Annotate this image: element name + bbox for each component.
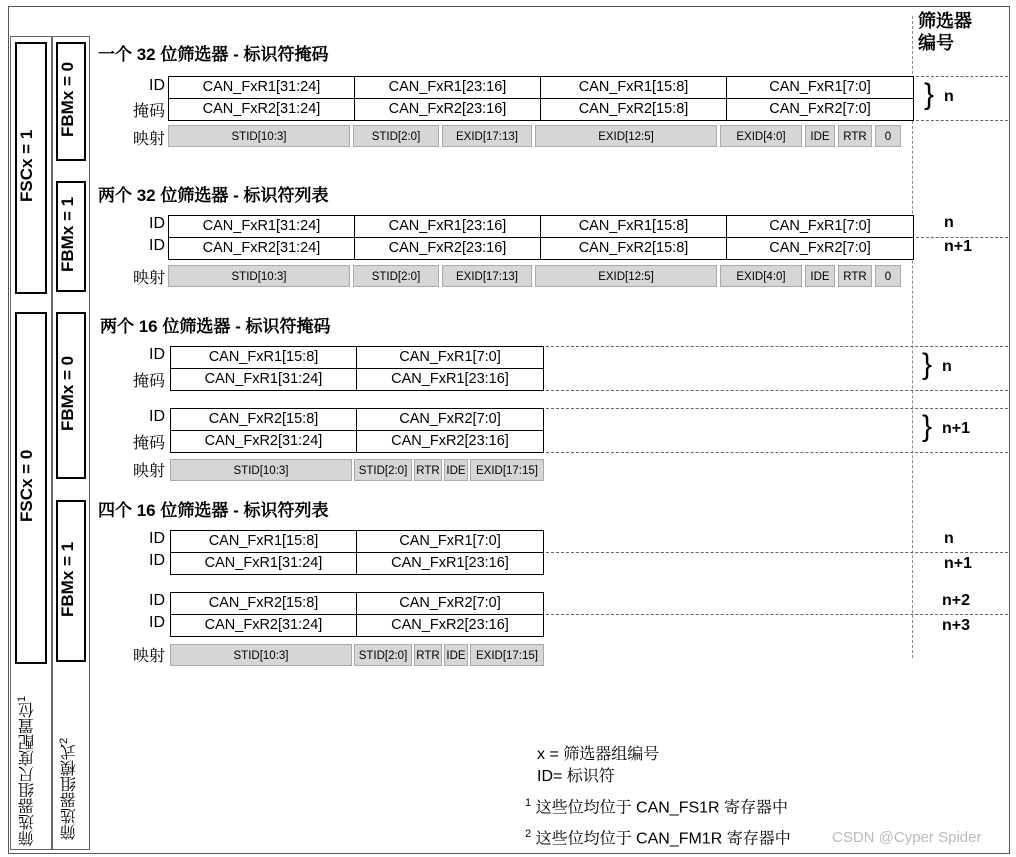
s3-brace-b: } bbox=[922, 410, 933, 443]
s1-map-label: 映射 bbox=[132, 131, 165, 148]
map-cell: EXID[17:13] bbox=[442, 265, 532, 287]
s2-filter-n: n bbox=[944, 214, 954, 231]
map-cell: EXID[4:0] bbox=[720, 265, 802, 287]
s3-mask1-label: 掩码 bbox=[132, 373, 165, 390]
map-cell: EXID[17:13] bbox=[442, 125, 532, 147]
s4-dash-2 bbox=[546, 614, 1008, 615]
reg-cell: CAN_FxR2[15:8] bbox=[171, 593, 357, 614]
map-cell: STID[10:3] bbox=[168, 265, 350, 287]
s3-filter-n1: n+1 bbox=[942, 420, 971, 437]
reg-cell: CAN_FxR1[15:8] bbox=[541, 77, 727, 98]
s4-dash-1 bbox=[546, 552, 1008, 553]
reg-cell: CAN_FxR1[31:24] bbox=[169, 77, 355, 98]
map-cell: RTR bbox=[414, 644, 442, 666]
reg-cell: CAN_FxR1[7:0] bbox=[399, 533, 501, 549]
fsc1-label: FSCx = 1 bbox=[17, 129, 36, 203]
s1-id-label: ID bbox=[149, 77, 165, 94]
s1-reg-row1 bbox=[168, 76, 914, 99]
s2-reg-row1 bbox=[168, 215, 914, 238]
fbm1-label-b: FBMx = 1 bbox=[58, 541, 77, 617]
legend-note2-text: 这些位均位于 CAN_FM1R 寄存器中 bbox=[535, 830, 791, 848]
reg-cell: CAN_FxR1[15:8] bbox=[171, 531, 357, 552]
s4-filter-n2: n+2 bbox=[942, 592, 971, 609]
legend-note2-num: 2 bbox=[525, 828, 532, 841]
mode-label bbox=[58, 700, 81, 840]
reg-cell: CAN_FxR1[15:8] bbox=[541, 216, 727, 237]
s3-filter-n: n bbox=[942, 358, 952, 375]
s1-mapping bbox=[168, 125, 901, 147]
s1-filter-n: n bbox=[944, 88, 954, 105]
reg-cell: CAN_FxR1[23:16] bbox=[355, 216, 541, 237]
section2-title: 两个 32 位筛选器 - 标识符列表 bbox=[98, 186, 329, 205]
s2-id1-label: ID bbox=[149, 215, 165, 232]
s4-filter-n3: n+3 bbox=[942, 617, 971, 634]
reg-cell: CAN_FxR1[7:0] bbox=[769, 218, 871, 234]
reg-cell: CAN_FxR2[31:24] bbox=[169, 99, 355, 120]
s3-dash-b-bot bbox=[546, 452, 1008, 453]
s3-brace-a: } bbox=[922, 348, 933, 381]
map-cell: RTR bbox=[838, 265, 872, 287]
map-cell: IDE bbox=[444, 644, 468, 666]
map-cell: STID[2:0] bbox=[354, 459, 412, 481]
reg-cell: CAN_FxR1[31:24] bbox=[171, 553, 357, 574]
s4-reg-d bbox=[170, 614, 544, 637]
legend-note1-text: 这些位均位于 CAN_FS1R 寄存器中 bbox=[535, 799, 789, 817]
s2-map-label: 映射 bbox=[132, 270, 165, 287]
s4-map-label: 映射 bbox=[132, 648, 165, 665]
fbm0-label-a: FBMx = 0 bbox=[58, 61, 77, 138]
scale-config-text: 筛选器组尺度配置位 bbox=[19, 702, 37, 846]
s1-brace: } bbox=[924, 78, 935, 111]
s4-id3-label: ID bbox=[149, 592, 165, 609]
section4-title: 四个 16 位筛选器 - 标识符列表 bbox=[98, 501, 329, 520]
s3-reg-d bbox=[170, 430, 544, 453]
legend-note1-num: 1 bbox=[525, 797, 532, 809]
legend-x: x = 筛选器组编号 bbox=[537, 746, 660, 763]
reg-cell: CAN_FxR2[7:0] bbox=[399, 595, 501, 611]
s1-reg-row2 bbox=[168, 98, 914, 121]
map-cell: STID[2:0] bbox=[353, 265, 439, 287]
reg-cell: CAN_FxR2[7:0] bbox=[769, 101, 871, 117]
map-cell: EXID[4:0] bbox=[720, 125, 802, 147]
map-cell: STID[2:0] bbox=[354, 644, 412, 666]
s4-id1-label: ID bbox=[149, 530, 165, 547]
map-cell: RTR bbox=[838, 125, 872, 147]
watermark: CSDN @Cyper Spider bbox=[832, 829, 982, 846]
mode-text: 筛选器组模式 bbox=[61, 744, 79, 840]
header-line2: 编号 bbox=[918, 33, 954, 53]
reg-cell: CAN_FxR1[7:0] bbox=[769, 79, 871, 95]
reg-cell: CAN_FxR1[23:16] bbox=[391, 555, 509, 571]
section1-title: 一个 32 位筛选器 - 标识符掩码 bbox=[98, 45, 329, 64]
map-cell: IDE bbox=[805, 125, 835, 147]
map-cell: STID[2:0] bbox=[353, 125, 439, 147]
s2-mapping bbox=[168, 265, 901, 287]
map-cell: EXID[12:5] bbox=[535, 125, 717, 147]
reg-cell: CAN_FxR1[31:24] bbox=[169, 216, 355, 237]
s3-dash-a-bot bbox=[546, 390, 1008, 391]
map-cell: IDE bbox=[444, 459, 468, 481]
s3-dash-a-top bbox=[546, 346, 1008, 347]
s2-id2-label: ID bbox=[149, 237, 165, 254]
s3-mask2-label: 掩码 bbox=[132, 435, 165, 452]
map-cell: EXID[12:5] bbox=[535, 265, 717, 287]
reg-cell: CAN_FxR2[31:24] bbox=[169, 238, 355, 259]
reg-cell: CAN_FxR2[23:16] bbox=[355, 99, 541, 120]
s4-filter-n1: n+1 bbox=[944, 555, 973, 572]
s4-mapping bbox=[170, 644, 544, 666]
s3-reg-c bbox=[170, 408, 544, 431]
reg-cell: CAN_FxR2[15:8] bbox=[171, 409, 357, 430]
s1-mask-label: 掩码 bbox=[132, 103, 165, 120]
reg-cell: CAN_FxR1[23:16] bbox=[391, 371, 509, 387]
s4-id4-label: ID bbox=[149, 614, 165, 631]
map-cell: RTR bbox=[414, 459, 442, 481]
map-cell: STID[10:3] bbox=[170, 459, 352, 481]
s4-reg-c bbox=[170, 592, 544, 615]
s3-dash-b-top bbox=[546, 408, 1008, 409]
s2-reg-row2 bbox=[168, 237, 914, 260]
s3-map-label: 映射 bbox=[132, 463, 165, 480]
reg-cell: CAN_FxR2[15:8] bbox=[541, 238, 727, 259]
s4-reg-b bbox=[170, 552, 544, 575]
reg-cell: CAN_FxR2[31:24] bbox=[171, 615, 357, 636]
legend-note1 bbox=[525, 792, 791, 819]
s4-filter-n: n bbox=[944, 530, 954, 547]
reg-cell: CAN_FxR1[31:24] bbox=[171, 369, 357, 390]
reg-cell: CAN_FxR2[23:16] bbox=[391, 617, 509, 633]
map-cell: EXID[17:15] bbox=[470, 459, 544, 481]
s3-id2-label: ID bbox=[149, 408, 165, 425]
s4-id2-label: ID bbox=[149, 552, 165, 569]
map-cell: 0 bbox=[875, 265, 901, 287]
reg-cell: CAN_FxR2[7:0] bbox=[399, 411, 501, 427]
map-cell: 0 bbox=[875, 125, 901, 147]
s3-id1-label: ID bbox=[149, 346, 165, 363]
fbm1-label-a: FBMx = 1 bbox=[58, 196, 77, 273]
fbm0-label-b: FBMx = 0 bbox=[58, 355, 77, 432]
s2-filter-n1: n+1 bbox=[944, 238, 973, 255]
section3-title: 两个 16 位筛选器 - 标识符掩码 bbox=[100, 317, 331, 336]
s3-reg-a bbox=[170, 346, 544, 369]
s4-reg-a bbox=[170, 530, 544, 553]
legend-id: ID= 标识符 bbox=[537, 768, 615, 785]
s3-reg-b bbox=[170, 368, 544, 391]
scale-config-sup: 1 bbox=[16, 695, 28, 702]
s3-mapping bbox=[170, 459, 544, 481]
fsc0-label: FSCx = 0 bbox=[17, 449, 36, 523]
map-cell: STID[10:3] bbox=[168, 125, 350, 147]
s1-dash-top bbox=[916, 76, 1008, 77]
mode-sup: 2 bbox=[58, 737, 70, 744]
legend-note2 bbox=[525, 823, 791, 850]
reg-cell: CAN_FxR2[15:8] bbox=[541, 99, 727, 120]
reg-cell: CAN_FxR2[31:24] bbox=[171, 431, 357, 452]
header-line1: 筛选器 bbox=[918, 11, 972, 31]
map-cell: STID[10:3] bbox=[170, 644, 352, 666]
reg-cell: CAN_FxR2[23:16] bbox=[391, 433, 509, 449]
reg-cell: CAN_FxR2[7:0] bbox=[769, 240, 871, 256]
reg-cell: CAN_FxR1[15:8] bbox=[171, 347, 357, 368]
reg-cell: CAN_FxR1[23:16] bbox=[355, 77, 541, 98]
s1-dash-bot bbox=[916, 120, 1008, 121]
legend bbox=[525, 744, 791, 851]
reg-cell: CAN_FxR2[23:16] bbox=[355, 238, 541, 259]
map-cell: IDE bbox=[805, 265, 835, 287]
filter-number-header bbox=[918, 10, 972, 54]
map-cell: EXID[17:15] bbox=[470, 644, 544, 666]
scale-config-label bbox=[14, 695, 37, 846]
reg-cell: CAN_FxR1[7:0] bbox=[399, 349, 501, 365]
